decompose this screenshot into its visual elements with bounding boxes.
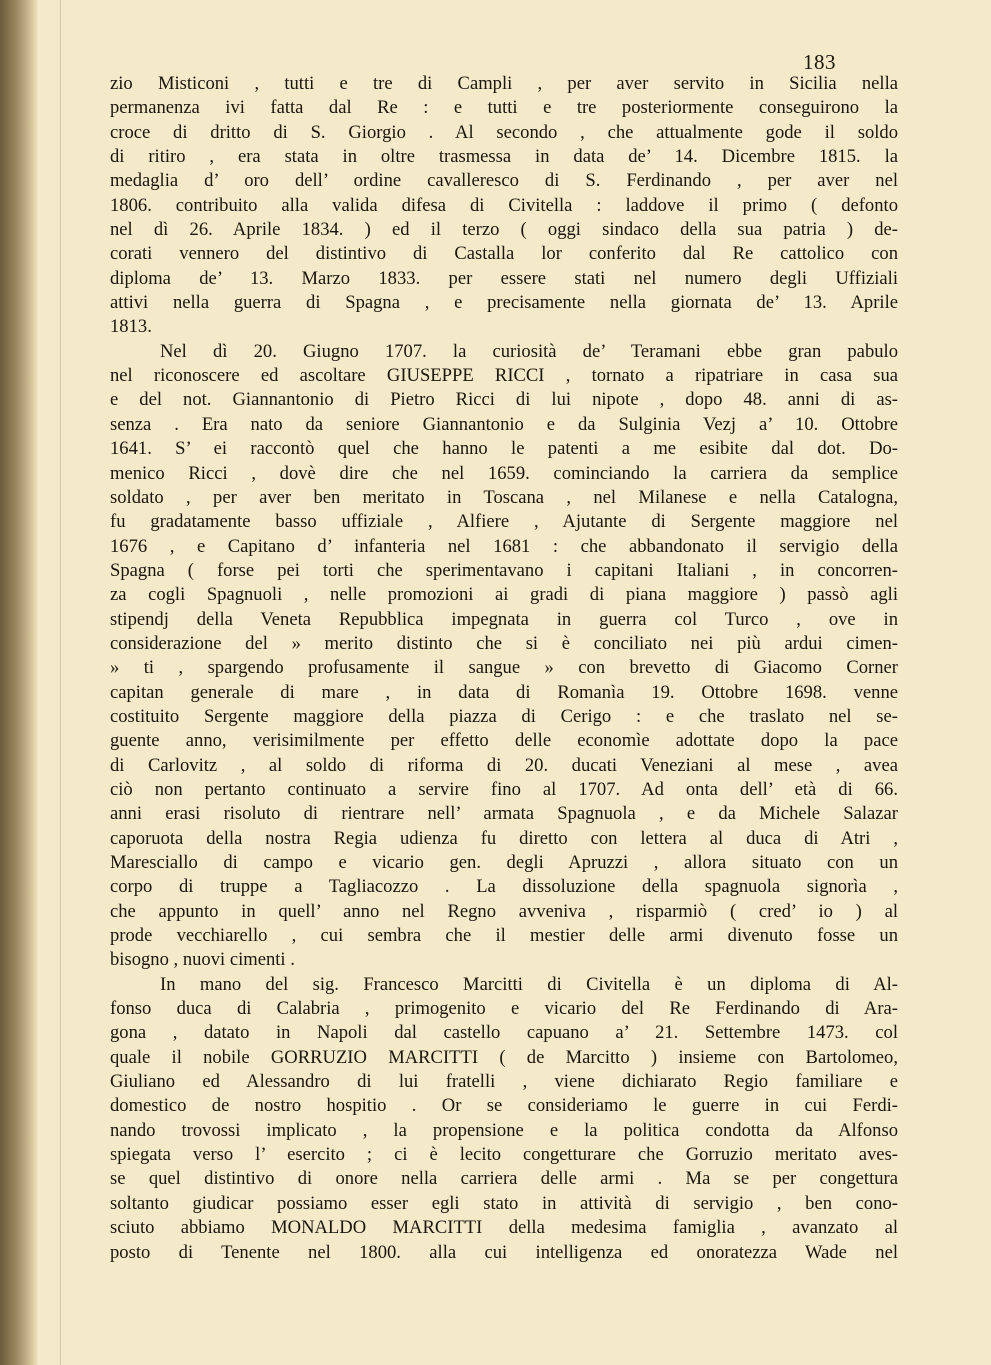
text-line: che appunto in quell’ anno nel Regno avveniva , risparmiò ( cred’ io ) al <box>110 900 898 922</box>
text-line: e del not. Giannantonio di Pietro Ricci di lui nipote , dopo 48. anni di as- <box>110 389 898 411</box>
text-line: soldato , per aver ben meritato in Toscana , nel Milanese e nella Catalogna, <box>110 486 898 508</box>
text-line: domestico de nostro hospitio . Or se consideriamo le guerre in cui Ferdi- <box>110 1095 898 1117</box>
text-line: attivi nella guerra di Spagna , e precisamente nella giornata de’ 13. Aprile <box>110 292 898 314</box>
text-line: bisogno , nuovi cimenti . <box>110 949 295 971</box>
text-line: medaglia d’ oro dell’ ordine cavalleresco di S. Ferdinando , per aver nel <box>110 170 898 192</box>
text-line: fonso duca di Calabria , primogenito e vicario del Re Ferdinando di Ara- <box>110 998 898 1020</box>
text-line: Spagna ( forse pei torti che sperimentavano i capitani Italiani , in concorren- <box>110 559 898 581</box>
text-line: croce di dritto di S. Giorgio . Al secondo , che attualmente gode il soldo <box>110 121 898 143</box>
text-line: se quel distintivo di onore nella carriera delle armi . Ma se per congettura <box>110 1168 898 1190</box>
body-text <box>110 72 898 1265</box>
text-line: di Carlovitz , al soldo di riforma di 20. ducati Veneziani al mese , avea <box>110 754 898 776</box>
text-line: nel dì 26. Aprile 1834. ) ed il terzo ( oggi sindaco della sua patria ) de- <box>110 219 898 241</box>
text-line: gona , datato in Napoli dal castello capuano a’ 21. Settembre 1473. col <box>110 1022 898 1044</box>
text-line: stipendj della Veneta Repubblica impegnata in guerra col Turco , ove in <box>110 608 898 630</box>
text-line: ciò non pertanto continuato a servire fino al 1707. Ad onta dell’ età di 66. <box>110 778 898 800</box>
text-line: caporuota della nostra Regia udienza fu diretto con lettera al duca di Atri , <box>110 827 898 849</box>
text-line: In mano del sig. Francesco Marcitti di Civitella è un diploma di Al- <box>160 973 898 995</box>
text-line: quale il nobile GORRUZIO MARCITTI ( de Marcitto ) insieme con Bartolomeo, <box>110 1046 898 1068</box>
text-line: soltanto giudicar possiamo esser egli stato in attività di servigio , ben cono- <box>110 1192 898 1214</box>
text-line: Giuliano ed Alessandro di lui fratelli , viene dichiarato Regio familiare e <box>110 1071 898 1093</box>
text-line: sciuto abbiamo MONALDO MARCITTI della medesima famiglia , avanzato al <box>110 1217 898 1239</box>
text-line: corpo di truppe a Tagliacozzo . La dissoluzione della spagnuola signorìa , <box>110 876 898 898</box>
page-number: 183 <box>803 50 836 74</box>
text-line: considerazione del » merito distinto che si è conciliato nei più ardui cimen- <box>110 632 898 654</box>
text-line: » ti , spargendo profusamente il sangue » con brevetto di Giacomo Corner <box>110 657 898 679</box>
text-line: capitan generale di mare , in data di Romanìa 19. Ottobre 1698. venne <box>110 681 898 703</box>
text-line: spiegata verso l’ esercito ; ci è lecito congetturare che Gorruzio meritato aves- <box>110 1144 898 1166</box>
text-line: za cogli Spagnuoli , nelle promozioni ai gradi di piana maggiore ) passò agli <box>110 584 898 606</box>
text-line: anni erasi risoluto di rientrare nell’ armata Spagnuola , e da Michele Salazar <box>110 803 898 825</box>
text-line: posto di Tenente nel 1800. alla cui intelligenza ed onoratezza Wade nel <box>110 1241 898 1263</box>
text-line: Nel dì 20. Giugno 1707. la curiosità de’ Teramani ebbe gran pabulo <box>160 340 898 362</box>
text-line: senza . Era nato da seniore Giannantonio e da Sulginia Vezj a’ 10. Ottobre <box>110 413 898 435</box>
text-line: corati vennero del distintivo di Castalla lor conferito dal Re cattolico con <box>110 243 898 265</box>
text-line: 1813. <box>110 316 152 338</box>
text-line: guente anno, verisimilmente per effetto delle economìe adottate dopo la pace <box>110 730 898 752</box>
text-line: costituito Sergente maggiore della piazza di Cerigo : e che traslato nel se- <box>110 705 898 727</box>
text-line: 1806. contribuito alla valida difesa di Civitella : laddove il primo ( defonto <box>110 194 898 216</box>
text-line: nel riconoscere ed ascoltare GIUSEPPE RICCI , tornato a ripatriare in casa sua <box>110 365 898 387</box>
text-line: permanenza ivi fatta dal Re : e tutti e tre posteriormente conseguirono la <box>110 97 898 119</box>
text-line: 1676 , e Capitano d’ infanteria nel 1681 : che abbandonato il servigio della <box>110 535 898 557</box>
text-line: 1641. S’ ei raccontò quel che hanno le patenti a me esibite dal dot. Do- <box>110 438 898 460</box>
book-gutter-shadow <box>0 0 38 1365</box>
text-line: diploma de’ 13. Marzo 1833. per essere stati nel numero degli Uffiziali <box>110 267 898 289</box>
text-line: zio Misticoni , tutti e tre di Campli , per aver servito in Sicilia nella <box>110 73 898 94</box>
text-line: fu gradatamente basso uffiziale , Alfiere , Ajutante di Sergente maggiore nel <box>110 511 898 533</box>
text-line: di ritiro , era stata in oltre trasmessa in data de’ 14. Dicembre 1815. la <box>110 146 898 168</box>
text-line: prode vecchiarello , cui sembra che il mestier delle armi divenuto fosse un <box>110 925 898 947</box>
text-line: nando trovossi implicato , la propensione e la politica condotta da Alfonso <box>110 1119 898 1141</box>
text-line: menico Ricci , dovè dire che nel 1659. cominciando la carriera da semplice <box>110 462 898 484</box>
text-line: Maresciallo di campo e vicario gen. degli Apruzzi , allora situato con un <box>110 852 898 873</box>
page-edge-line <box>60 0 61 1365</box>
